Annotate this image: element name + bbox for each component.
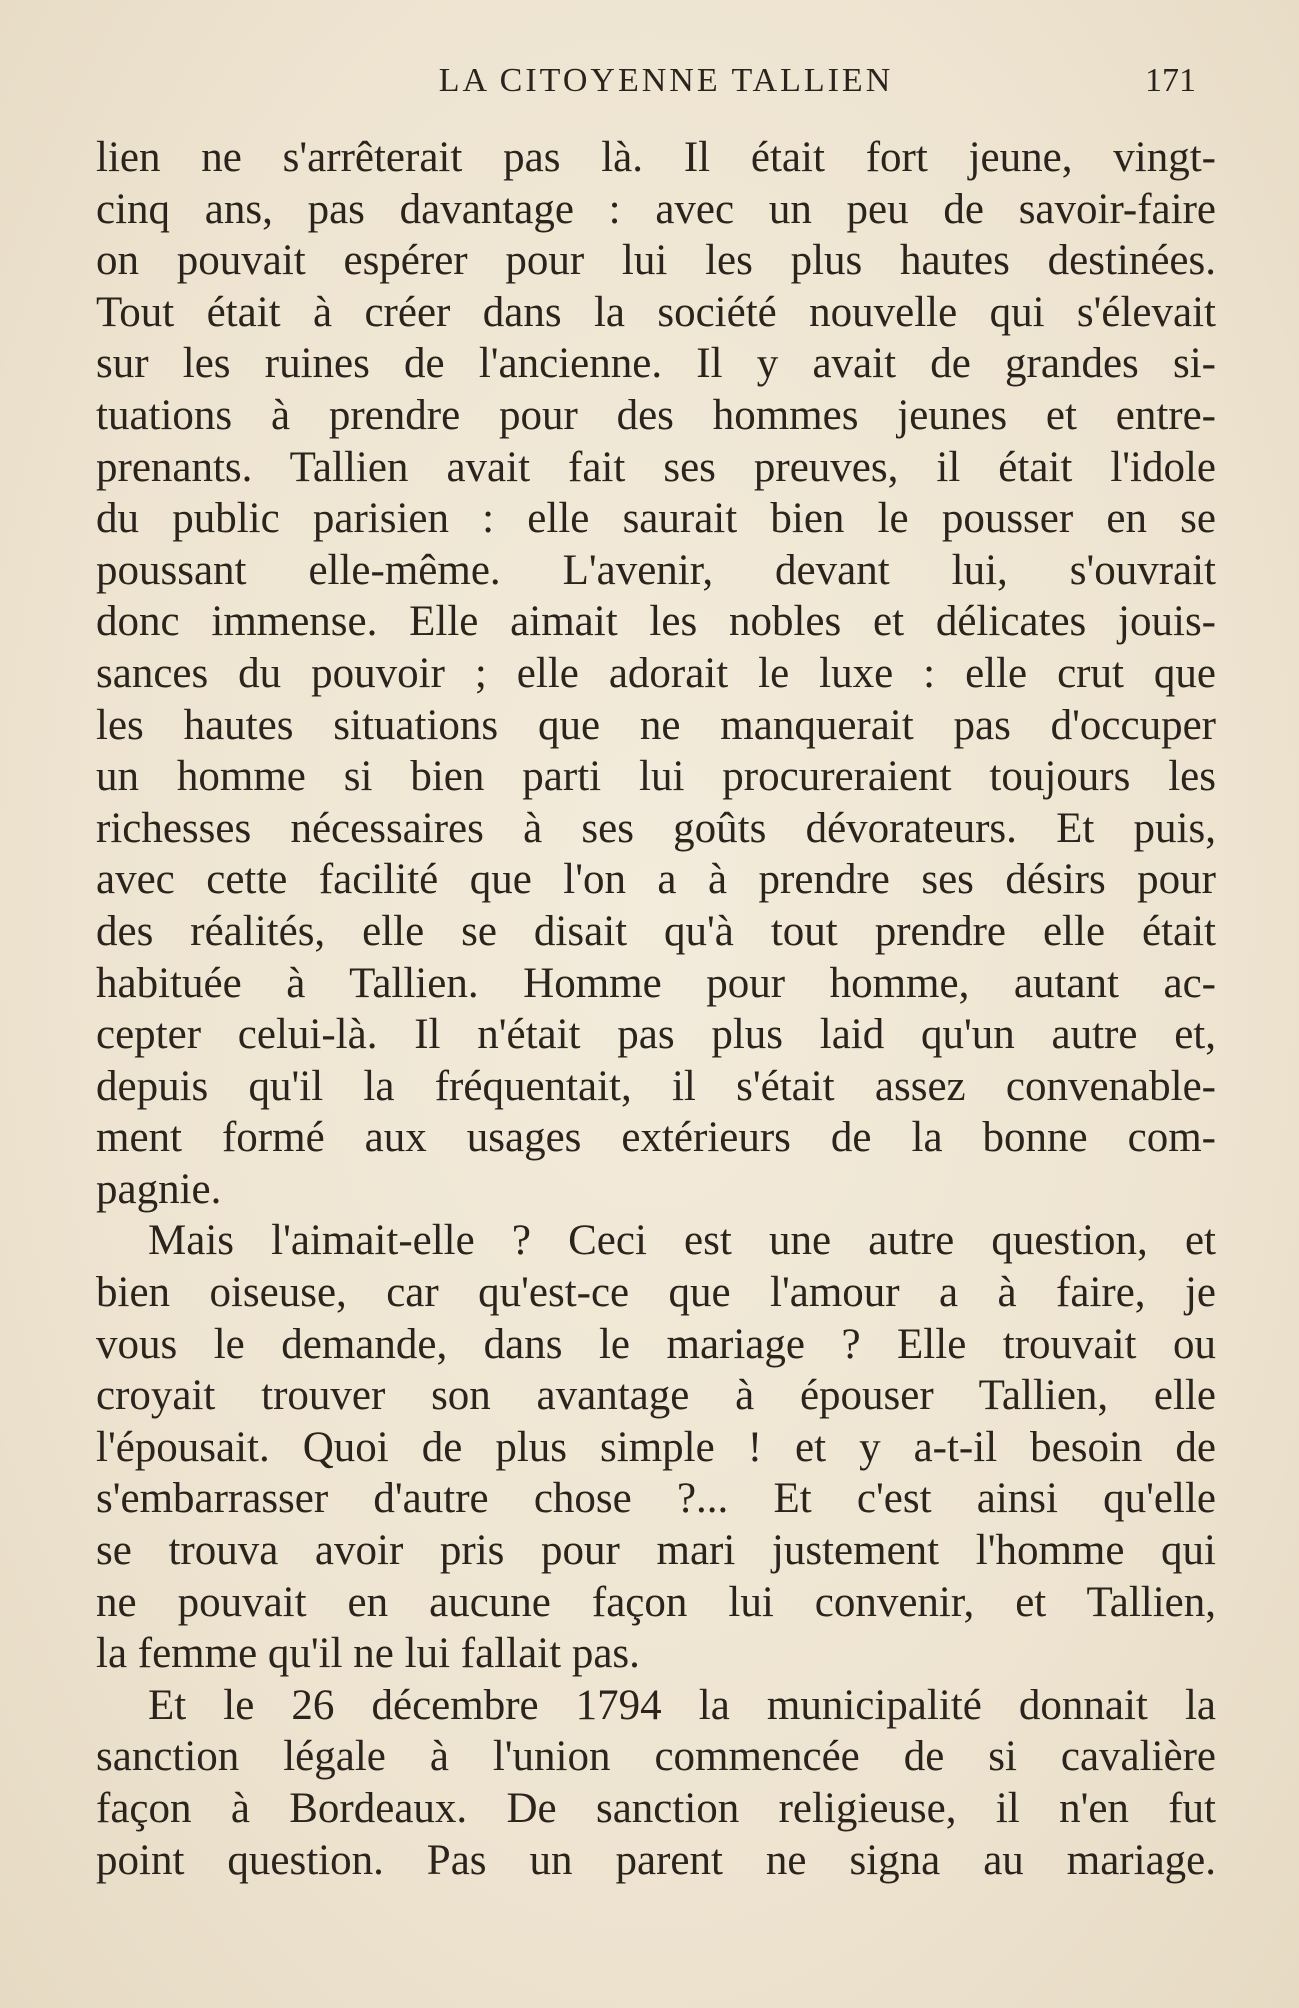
text-line: pagnie. [96, 1165, 222, 1213]
text-line: l'épousait. Quoi de plus simple ! et y a-t-il besoin de [96, 1423, 1216, 1471]
text-line: on pouvait espérer pour lui les plus hautes destinées. [96, 237, 1216, 285]
text-line: donc immense. Elle aimait les nobles et délicates jouis- [96, 598, 1216, 646]
text-line: les hautes situations que ne manquerait pas d'occuper [96, 701, 1216, 749]
text-line: tuations à prendre pour des hommes jeunes et entre- [96, 391, 1216, 439]
text-line: façon à Bordeaux. De sanction religieuse, il n'en fut [96, 1785, 1216, 1832]
text-line: depuis qu'il la fréquentait, il s'était assez convenable- [96, 1062, 1216, 1110]
body-text [96, 132, 1216, 1886]
text-line: des réalités, elle se disait qu'à tout prendre elle était [96, 907, 1216, 955]
text-line: ment formé aux usages extérieurs de la bonne com- [96, 1114, 1216, 1162]
text-line: sances du pouvoir ; elle adorait le luxe : elle crut que [96, 649, 1216, 697]
text-line: avec cette facilité que l'on a à prendre ses désirs pour [96, 856, 1216, 904]
text-line: bien oiseuse, car qu'est-ce que l'amour a à faire, je [96, 1269, 1216, 1317]
text-line: s'embarrasser d'autre chose ?... Et c'est ainsi qu'elle [96, 1475, 1216, 1523]
text-line: prenants. Tallien avait fait ses preuves, il était l'idole [96, 443, 1216, 491]
text-line: Tout était à créer dans la société nouvelle qui s'élevait [96, 288, 1216, 336]
text-line: habituée à Tallien. Homme pour homme, autant ac- [96, 959, 1216, 1007]
text-line: richesses nécessaires à ses goûts dévorateurs. Et puis, [96, 804, 1216, 852]
text-line: croyait trouver son avantage à épouser Tallien, elle [96, 1372, 1216, 1420]
text-line: un homme si bien parti lui procureraient toujours les [96, 753, 1216, 801]
text-line: lien ne s'arrêterait pas là. Il était fort jeune, vingt- [96, 134, 1216, 181]
text-line: vous le demande, dans le mariage ? Elle trouvait ou [96, 1320, 1216, 1368]
text-line: poussant elle-même. L'avenir, devant lui, s'ouvrait [96, 546, 1216, 594]
text-line: la femme qu'il ne lui fallait pas. [96, 1630, 640, 1678]
page-number: 171 [1145, 62, 1196, 99]
text-line: point question. Pas un parent ne signa au mariage. [96, 1836, 1216, 1884]
page-header [96, 62, 1196, 122]
text-line: Mais l'aimait-elle ? Ceci est une autre question, et [148, 1217, 1216, 1265]
running-title: LA CITOYENNE TALLIEN [438, 62, 894, 99]
text-line: se trouva avoir pris pour mari justement l'homme qui [96, 1527, 1216, 1575]
text-line: du public parisien : elle saurait bien le pousser en se [96, 495, 1216, 543]
text-line: sur les ruines de l'ancienne. Il y avait de grandes si- [96, 340, 1216, 388]
text-line: Et le 26 décembre 1794 la municipalité donnait la [148, 1681, 1216, 1729]
text-line: sanction légale à l'union commencée de si cavalière [96, 1733, 1216, 1781]
text-line: cinq ans, pas davantage : avec un peu de savoir-faire [96, 185, 1216, 233]
text-line: ne pouvait en aucune façon lui convenir, et Tallien, [96, 1578, 1216, 1626]
text-line: cepter celui-là. Il n'était pas plus laid qu'un autre et, [96, 1011, 1216, 1059]
